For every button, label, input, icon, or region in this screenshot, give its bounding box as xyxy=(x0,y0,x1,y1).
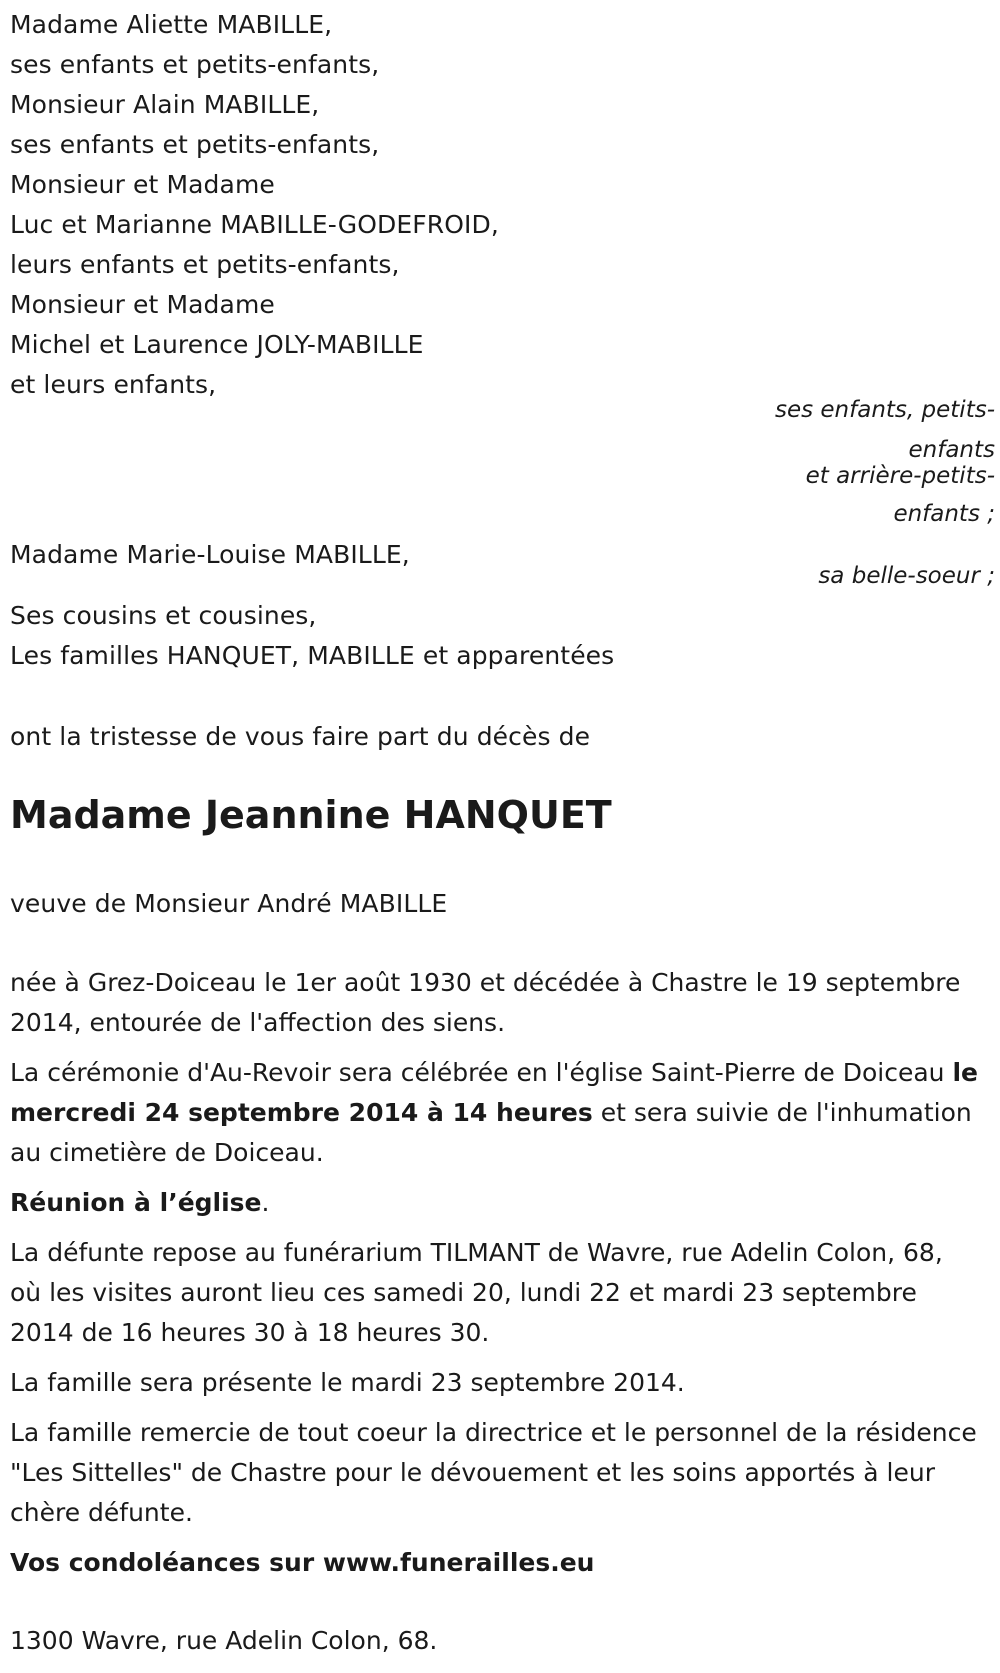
condolences-text: Vos condoléances sur www.funerailles.eu xyxy=(10,1548,595,1577)
relation-children-1: ses enfants, petits- xyxy=(774,397,995,423)
reunion-text: Réunion à l’église xyxy=(10,1188,262,1217)
rest-paragraph: La défunte repose au funérarium TILMANT de Wavre, rue Adelin Colon, 68, où les visites auront lieu ces samedi 20, lundi 22 et mardi 23 septembre 2014 de 16 heures 30 à 18 heures 30. xyxy=(10,1238,943,1347)
family-line: ses enfants et petits-enfants, xyxy=(10,50,380,79)
deceased-name: Madame Jeannine HANQUET xyxy=(10,793,612,837)
family-line: Madame Aliette MABILLE, xyxy=(10,10,333,39)
ceremony-paragraph xyxy=(10,1053,980,1173)
relation-children-2: enfants xyxy=(908,437,995,463)
family-presence-line: La famille sera présente le mardi 23 septembre 2014. xyxy=(10,1368,685,1397)
family-line: leurs enfants et petits-enfants, xyxy=(10,250,400,279)
family-line: ses enfants et petits-enfants, xyxy=(10,130,380,159)
family-line: Monsieur et Madame xyxy=(10,170,275,199)
family-line: Monsieur Alain MABILLE, xyxy=(10,90,320,119)
cousins-line: Ses cousins et cousines, xyxy=(10,601,317,630)
family-line: Monsieur et Madame xyxy=(10,290,275,319)
reunion-end: . xyxy=(261,1188,270,1217)
relation-children-3: et arrière-petits- xyxy=(805,463,995,489)
reunion-line xyxy=(10,1183,980,1223)
ceremony-text: La cérémonie d'Au-Revoir sera célébrée en l'église Saint-Pierre de Doiceau xyxy=(10,1058,953,1087)
relation-sister-in-law: sa belle-soeur ; xyxy=(818,563,995,589)
address-line: 1300 Wavre, rue Adelin Colon, 68. xyxy=(10,1626,438,1655)
ceremony-date: le mercredi 24 septembre 2014 à 14 heures xyxy=(10,1058,978,1127)
family-line: et leurs enfants, xyxy=(10,370,217,399)
widow-of-line: veuve de Monsieur André MABILLE xyxy=(10,889,448,918)
family-list xyxy=(10,5,499,405)
relation-children-4: enfants ; xyxy=(893,501,995,527)
families-line: Les familles HANQUET, MABILLE et apparentées xyxy=(10,641,615,670)
birth-death-paragraph: née à Grez-Doiceau le 1er août 1930 et décédée à Chastre le 19 septembre 2014, entourée de l'affection des siens. xyxy=(10,968,961,1037)
family-line: Michel et Laurence JOLY-MABILLE xyxy=(10,330,424,359)
sister-in-law-name: Madame Marie-Louise MABILLE, xyxy=(10,540,410,569)
condolences-line xyxy=(10,1543,980,1583)
announcement-line: ont la tristesse de vous faire part du décès de xyxy=(10,722,591,751)
thanks-paragraph: La famille remercie de tout coeur la directrice et le personnel de la résidence "Les Sittelles" de Chastre pour le dévouement et les soins apportés à leur chère défunte. xyxy=(10,1418,977,1527)
family-line: Luc et Marianne MABILLE-GODEFROID, xyxy=(10,210,499,239)
ceremony-text-end: et sera suivie de l'inhumation au cimetière de Doiceau. xyxy=(10,1098,972,1167)
